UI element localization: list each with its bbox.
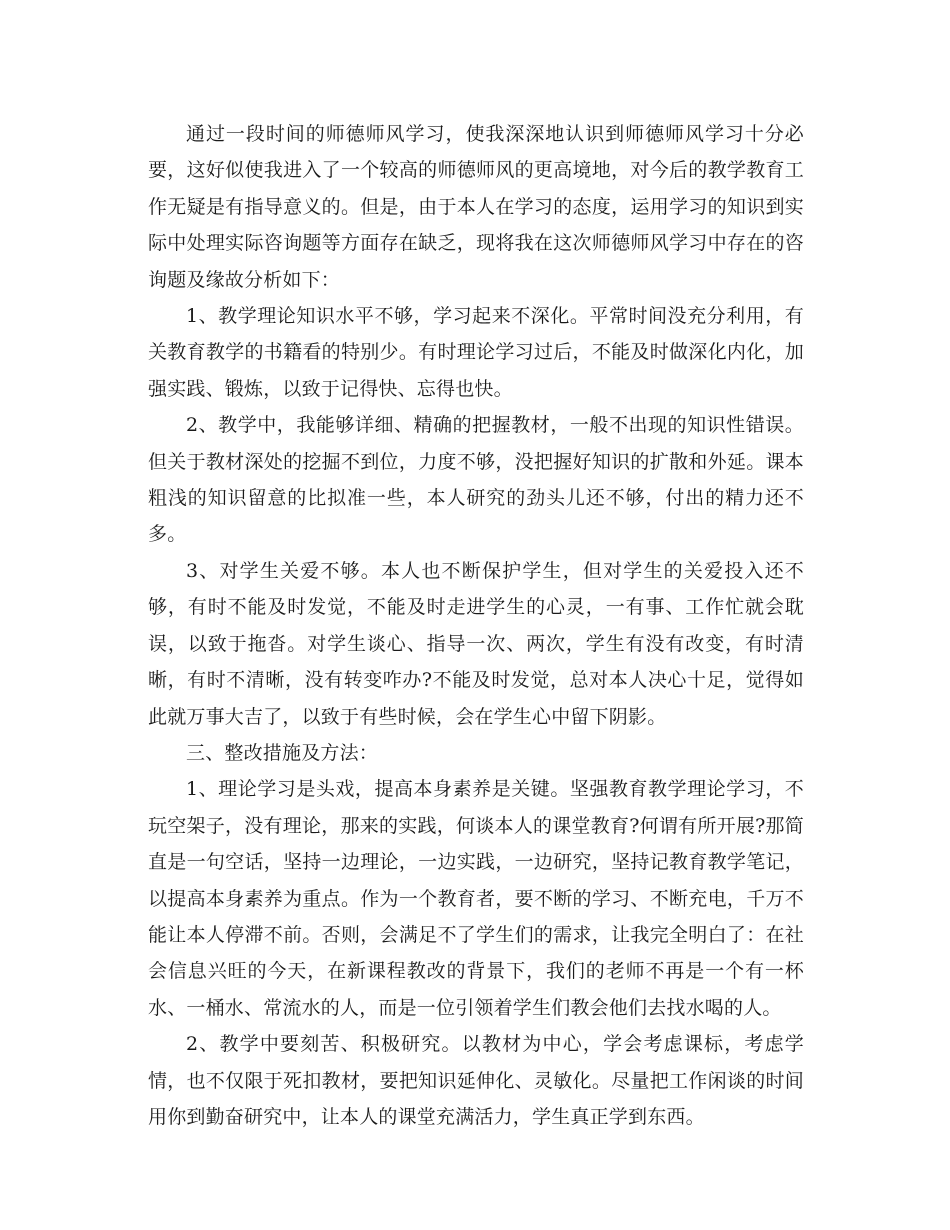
document-body (148, 116, 804, 1135)
paragraph-problem-3: 3、对学生关爱不够。本人也不断保护学生，但对学生的关爱投入还不够，有时不能及时发觉，不能及时走进学生的心灵，一有事、工作忙就会耽误，以致于拖沓。对学生谈心、指导一次、两次，学生有没有改变，有时清晰，有时不清晰，没有转变咋办?不能及时发觉，总对本人决心十足，觉得如此就万事大吉了，以致于有些时候，会在学生心中留下阴影。 (148, 559, 804, 728)
paragraph-measure-1: 1、理论学习是头戏，提高本身素养是关键。坚强教育教学理论学习，不玩空架子，没有理论，那来的实践，何谈本人的课堂教育?何谓有所开展?那简直是一句空话，坚持一边理论，一边实践，一边研究，坚持记教育教学笔记，以提高本身素养为重点。作为一个教育者，要不断的学习、不断充电，千万不能让本人停滞不前。否则，会满足不了学生们的需求，让我完全明白了：在社会信息兴旺的今天，在新课程教改的背景下，我们的老师不再是一个有一杯水、一桶水、常流水的人，而是一位引领着学生们教会他们去找水喝的人。 (148, 778, 804, 1019)
section-heading-measures: 三、整改措施及方法： (186, 741, 379, 764)
paragraph-problem-2: 2、教学中，我能够详细、精确的把握教材，一般不出现的知识性错误。但关于教材深处的挖掘不到位，力度不够，没把握好知识的扩散和外延。课本粗浅的知识留意的比拟准一些，本人研究的劲头儿还不够，付出的精力还不多。 (148, 414, 804, 546)
paragraph-measure-2: 2、教学中要刻苦、积极研究。以教材为中心，学会考虑课标，考虑学情，也不仅限于死扣教材，要把知识延伸化、灵敏化。尽量把工作闲谈的时间用你到勤奋研究中，让本人的课堂充满活力，学生真正学到东西。 (148, 1033, 804, 1128)
paragraph-problem-1: 1、教学理论知识水平不够，学习起来不深化。平常时间没充分利用，有关教育教学的书籍看的特别少。有时理论学习过后，不能及时做深化内化，加强实践、锻炼，以致于记得快、忘得也快。 (148, 305, 804, 400)
paragraph-intro: 通过一段时间的师德师风学习，使我深深地认识到师德师风学习十分必要，这好似使我进入了一个较高的师德师风的更高境地，对今后的教学教育工作无疑是有指导意义的。但是，由于本人在学习的态度，运用学习的知识到实际中处理实际咨询题等方面存在缺乏，现将我在这次师德师风学习中存在的咨询题及缘故分析如下： (148, 123, 804, 291)
